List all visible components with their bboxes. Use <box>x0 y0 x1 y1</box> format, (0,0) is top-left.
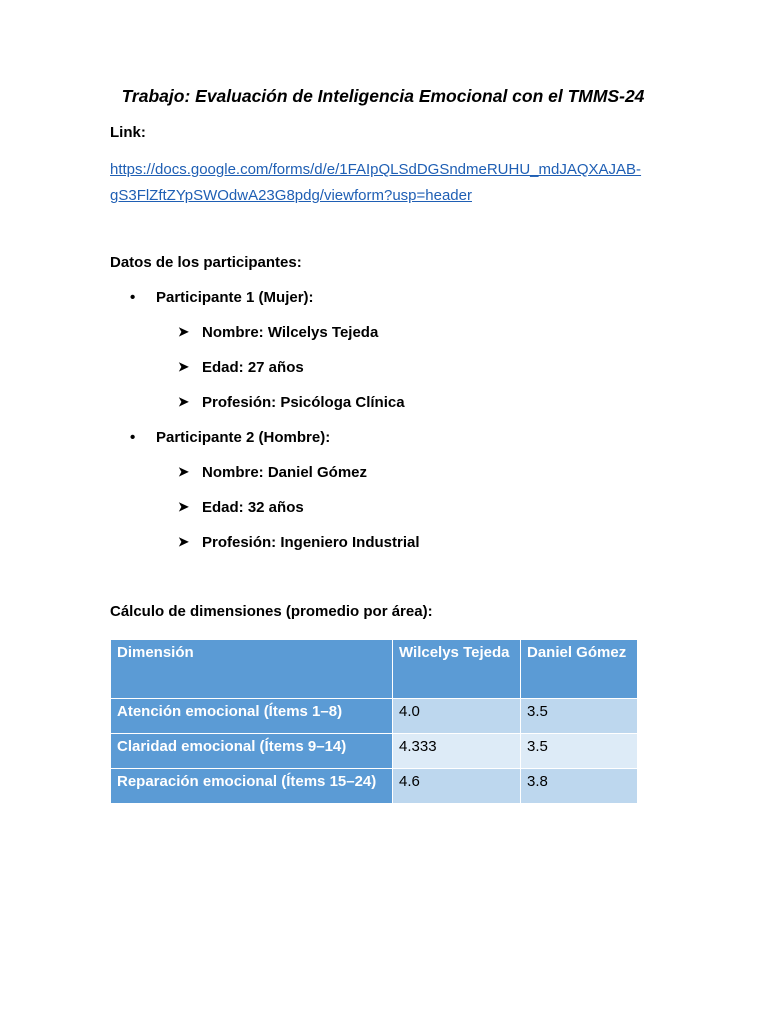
table-row <box>111 734 638 769</box>
table-cell: 3.5 <box>521 734 638 769</box>
calc-heading: Cálculo de dimensiones (promedio por área): <box>110 603 433 620</box>
participant-1-profession-text: Profesión: Psicóloga Clínica <box>202 394 405 411</box>
participant-2-profession-text: Profesión: Ingeniero Industrial <box>202 534 420 551</box>
table-cell: 4.6 <box>393 769 521 804</box>
arrowhead-right-icon: ➤ <box>178 359 189 374</box>
table-header-cell: Dimensión <box>111 640 393 699</box>
table-header-cell: Wilcelys Tejeda <box>393 640 521 699</box>
bullet-dot-icon: • <box>130 289 136 306</box>
table-row-label: Claridad emocional (Ítems 9–14) <box>111 734 393 769</box>
participant-2-age <box>178 497 304 518</box>
participant-2-name-text: Nombre: Daniel Gómez <box>202 464 368 481</box>
participant-1-item <box>130 288 314 308</box>
dimensions-table <box>110 639 638 804</box>
arrowhead-right-icon: ➤ <box>178 464 189 479</box>
table-row <box>111 769 638 804</box>
participant-1-age <box>178 357 304 378</box>
form-link-line-2[interactable]: gS3FlZftZYpSWOdwA23G8pdg/viewform?usp=header <box>110 187 472 204</box>
participant-1-age-text: Edad: 27 años <box>202 359 304 376</box>
participants-heading: Datos de los participantes: <box>110 254 302 271</box>
table-cell: 3.8 <box>521 769 638 804</box>
table-cell: 4.0 <box>393 699 521 734</box>
form-link-line-1[interactable]: https://docs.google.com/forms/d/e/1FAIpQLSdDGSndmeRUHU_mdJAQXAJAB- <box>110 161 642 178</box>
participant-2-label: Participante 2 (Hombre): <box>156 429 331 446</box>
table-row-label: Atención emocional (Ítems 1–8) <box>111 699 393 734</box>
arrowhead-right-icon: ➤ <box>178 499 189 514</box>
form-link[interactable] <box>110 157 670 209</box>
table-cell: 4.333 <box>393 734 521 769</box>
participant-1-label: Participante 1 (Mujer): <box>156 289 314 306</box>
document-title: Trabajo: Evaluación de Inteligencia Emocional con el TMMS-24 <box>121 86 645 106</box>
arrowhead-right-icon: ➤ <box>178 534 189 549</box>
arrowhead-right-icon: ➤ <box>178 324 189 339</box>
bullet-dot-icon: • <box>130 429 136 446</box>
participant-1-profession <box>178 392 405 413</box>
participant-2-name <box>178 462 367 483</box>
link-label: Link: <box>110 124 146 141</box>
table-row-label: Reparación emocional (Ítems 15–24) <box>111 769 393 804</box>
table-header-cell: Daniel Gómez <box>521 640 638 699</box>
participant-1-name-text: Nombre: Wilcelys Tejeda <box>202 324 379 341</box>
participant-2-item <box>130 428 330 448</box>
table-cell: 3.5 <box>521 699 638 734</box>
participant-1-name <box>178 322 378 343</box>
table-row <box>111 699 638 734</box>
participant-2-profession <box>178 532 420 553</box>
arrowhead-right-icon: ➤ <box>178 394 189 409</box>
table-header-row <box>111 640 638 699</box>
participant-2-age-text: Edad: 32 años <box>202 499 304 516</box>
